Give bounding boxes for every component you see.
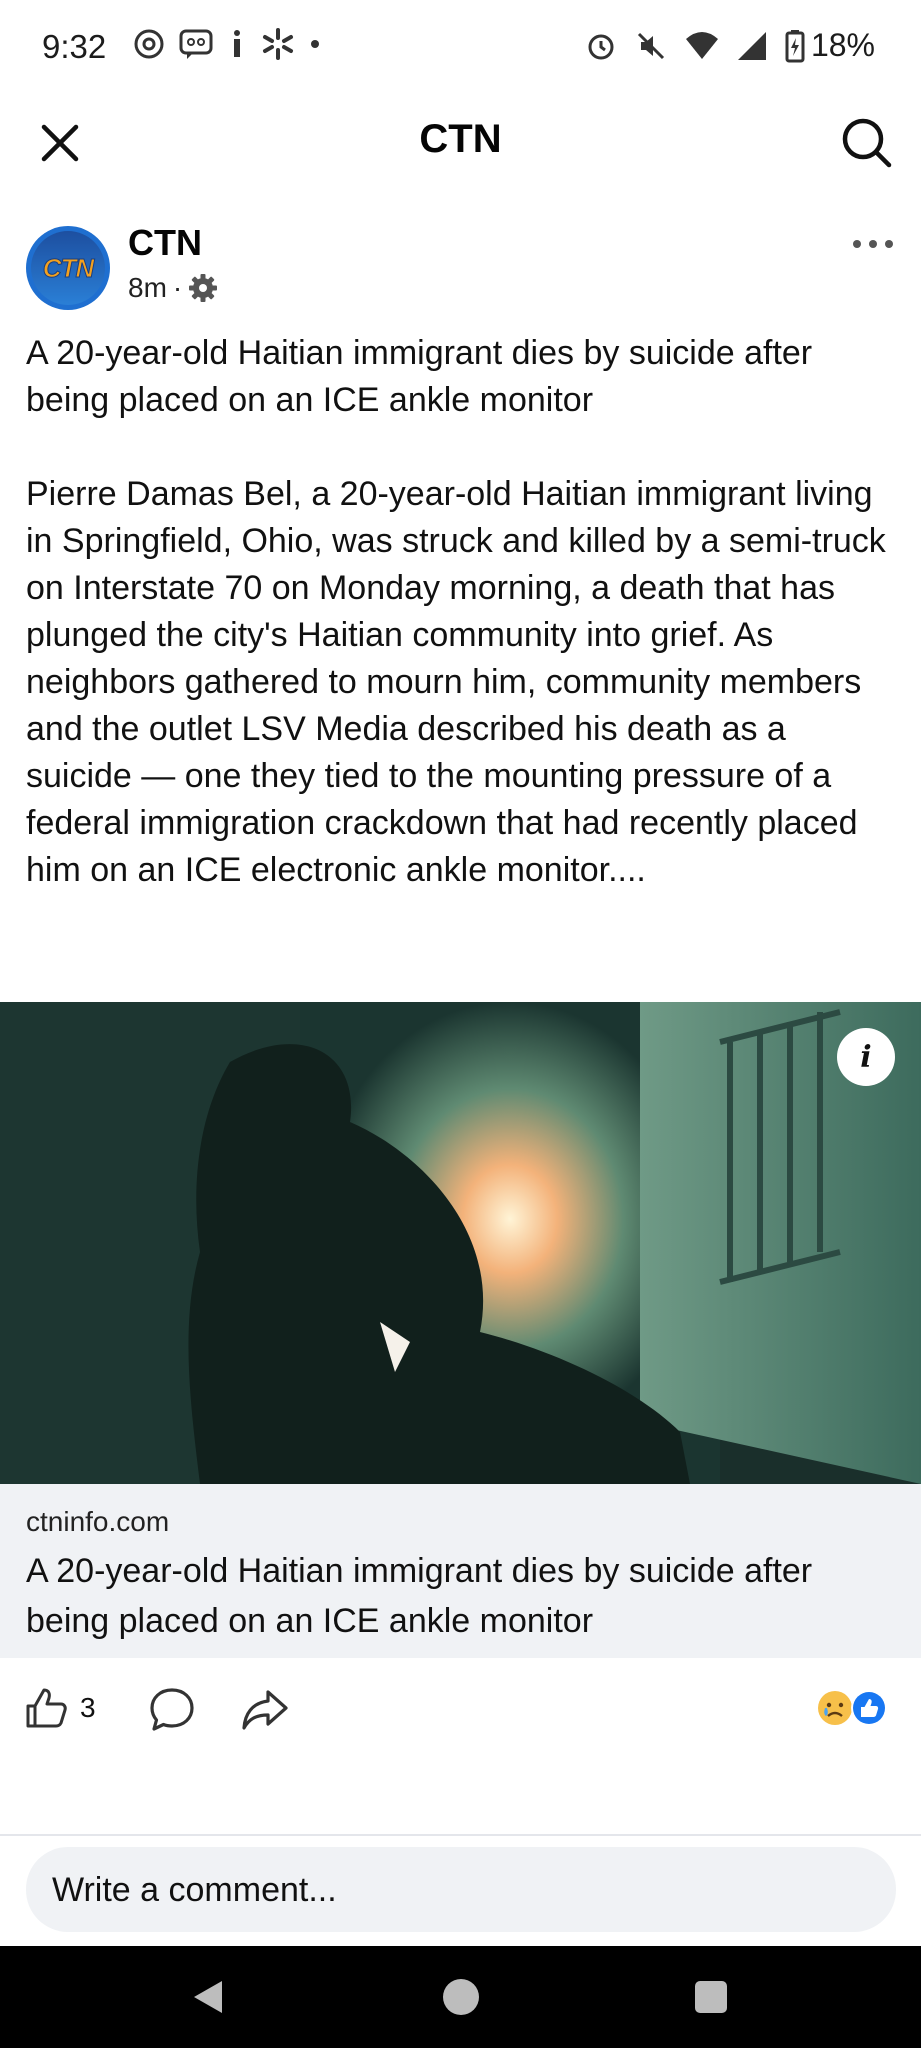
- status-time: 9:32: [42, 28, 107, 65]
- home-icon[interactable]: [443, 1979, 479, 2015]
- mute-icon: [635, 30, 667, 62]
- search-icon[interactable]: [839, 115, 895, 171]
- battery-percent: 18%: [810, 27, 875, 63]
- page-title: CTN: [419, 117, 502, 161]
- share-icon[interactable]: [240, 1686, 290, 1734]
- post-headline: A 20-year-old Haitian immigrant dies by suicide after being placed on an ICE ankle monitor: [26, 334, 813, 419]
- system-nav-bar: [0, 1946, 921, 2048]
- status-icons-left: [133, 27, 321, 61]
- battery-icon: [785, 29, 805, 63]
- comment-input[interactable]: [26, 1847, 896, 1932]
- sad-reaction-icon: [818, 1691, 852, 1725]
- post-time[interactable]: 8m: [128, 272, 167, 303]
- like-button[interactable]: [24, 1686, 96, 1730]
- actions-bar: [0, 1668, 921, 1748]
- reaction-icons[interactable]: [815, 1688, 891, 1728]
- threads-icon: [133, 28, 165, 60]
- link-preview[interactable]: [0, 1484, 921, 1658]
- dot-icon: [309, 28, 321, 60]
- avatar-logo: CTN: [42, 252, 94, 283]
- status-bar: [0, 0, 921, 95]
- divider: [0, 1834, 921, 1836]
- comment-icon[interactable]: [148, 1686, 196, 1734]
- post-text: [26, 330, 898, 941]
- more-options-icon[interactable]: [851, 234, 895, 254]
- info-icon: [227, 28, 247, 60]
- back-icon[interactable]: [190, 1979, 226, 2015]
- meta-separator: ·: [172, 272, 183, 303]
- post-author[interactable]: CTN: [128, 222, 202, 263]
- gear-icon: [188, 273, 218, 303]
- like-reaction-icon: [851, 1690, 887, 1726]
- app-header: [0, 95, 921, 190]
- link-image[interactable]: [0, 1002, 921, 1484]
- status-icons-right: [585, 27, 875, 64]
- photo-illustration: [0, 1002, 921, 1484]
- signal-icon: [737, 31, 767, 61]
- post-body: Pierre Damas Bel, a 20-year-old Haitian immigrant living in Springfield, Ohio, was struck and killed by a semi-truck on Interstate 70 on Monday morning, a death that has plunged the city's Haitian community into grief. As neighbors gathered to mourn him, community members and the outlet LSV Media described his death as a suicide — one they tied to the mounting pressure of a federal immigration crackdown that had recently placed him on an ICE electronic ankle monitor....: [26, 475, 886, 889]
- walmart-icon: [261, 27, 295, 61]
- wifi-icon: [685, 31, 719, 61]
- post-meta: [128, 272, 218, 304]
- link-domain: ctninfo.com: [26, 1506, 170, 1537]
- recents-icon[interactable]: [695, 1981, 727, 2013]
- like-count: 3: [80, 1692, 96, 1723]
- avatar[interactable]: [26, 226, 110, 310]
- info-button[interactable]: i: [837, 1028, 895, 1086]
- avatar-logo-wrap: [31, 231, 105, 305]
- comment-placeholder: Write a comment...: [52, 1871, 337, 1909]
- link-title: A 20-year-old Haitian immigrant dies by suicide after being placed on an ICE ankle monitor: [26, 1552, 813, 1640]
- voicemail-icon: [179, 28, 213, 60]
- alarm-icon: [585, 30, 617, 62]
- thumbs-up-icon: [24, 1686, 68, 1730]
- post-header: [0, 210, 921, 320]
